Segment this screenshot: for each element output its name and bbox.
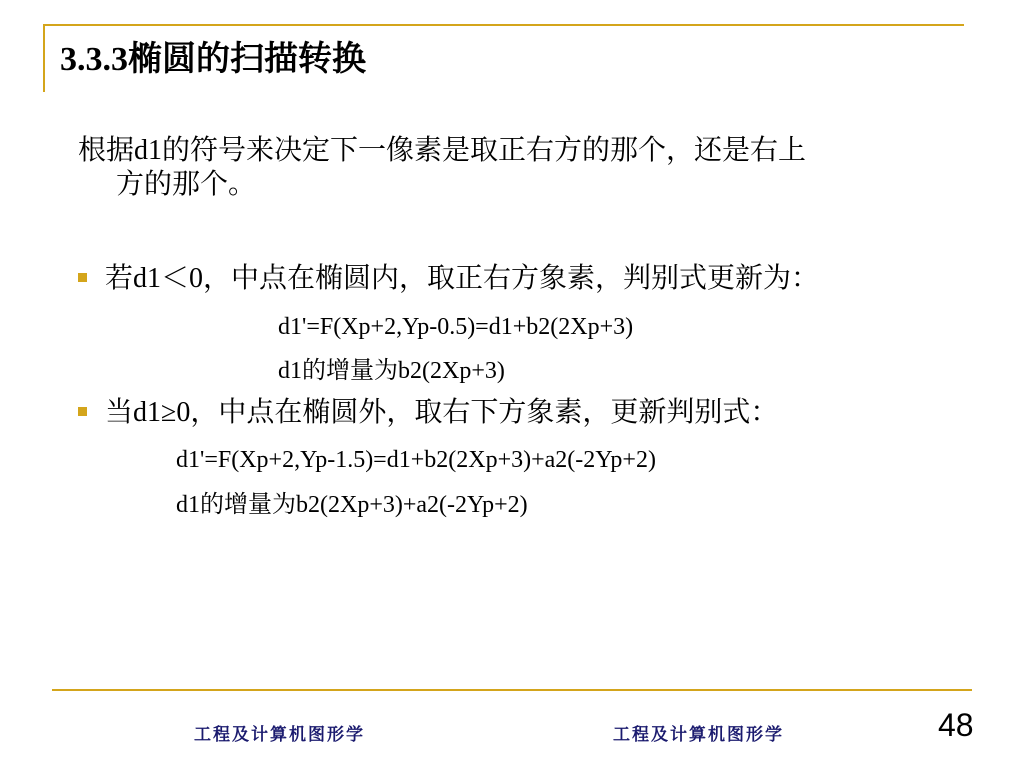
formula-line: d1'=F(Xp+2,Yp-0.5)=d1+b2(2Xp+3) (278, 314, 634, 340)
footer-left-text: 工程及计算机图形学 (194, 725, 365, 745)
page-number: 48 (938, 707, 974, 743)
intro-paragraph-line2: 方的那个。 (116, 169, 257, 200)
bullet-text: 若d1＜0，中点在椭圆内，取正右方象素，判别式更新为： (105, 263, 820, 294)
bullet-item-2 (78, 396, 778, 430)
formula-line: d1的增量为b2(2Xp+3)+a2(-2Yp+2) (176, 492, 528, 518)
intro-paragraph (78, 134, 978, 202)
intro-paragraph-line1: 根据d1的符号来决定下一像素是取正右方的那个，还是右上 (78, 135, 807, 166)
slide-title: 3.3.3椭圆的扫描转换 (60, 41, 366, 78)
bullet-square-icon (78, 407, 87, 416)
footer-center-text: 工程及计算机图形学 (613, 725, 784, 745)
formula-line: d1'=F(Xp+2,Yp-1.5)=d1+b2(2Xp+3)+a2(-2Yp+2) (176, 447, 656, 473)
title-frame-left-rule (43, 24, 45, 92)
formula-line: d1的增量为b2(2Xp+3) (278, 358, 505, 384)
bullet-square-icon (78, 273, 87, 282)
footer-rule (52, 689, 972, 691)
title-frame-top-rule (43, 24, 964, 26)
bullet-text: 当d1≥0，中点在椭圆外，取右下方象素，更新判别式： (105, 397, 779, 428)
bullet-item-1 (78, 262, 819, 296)
